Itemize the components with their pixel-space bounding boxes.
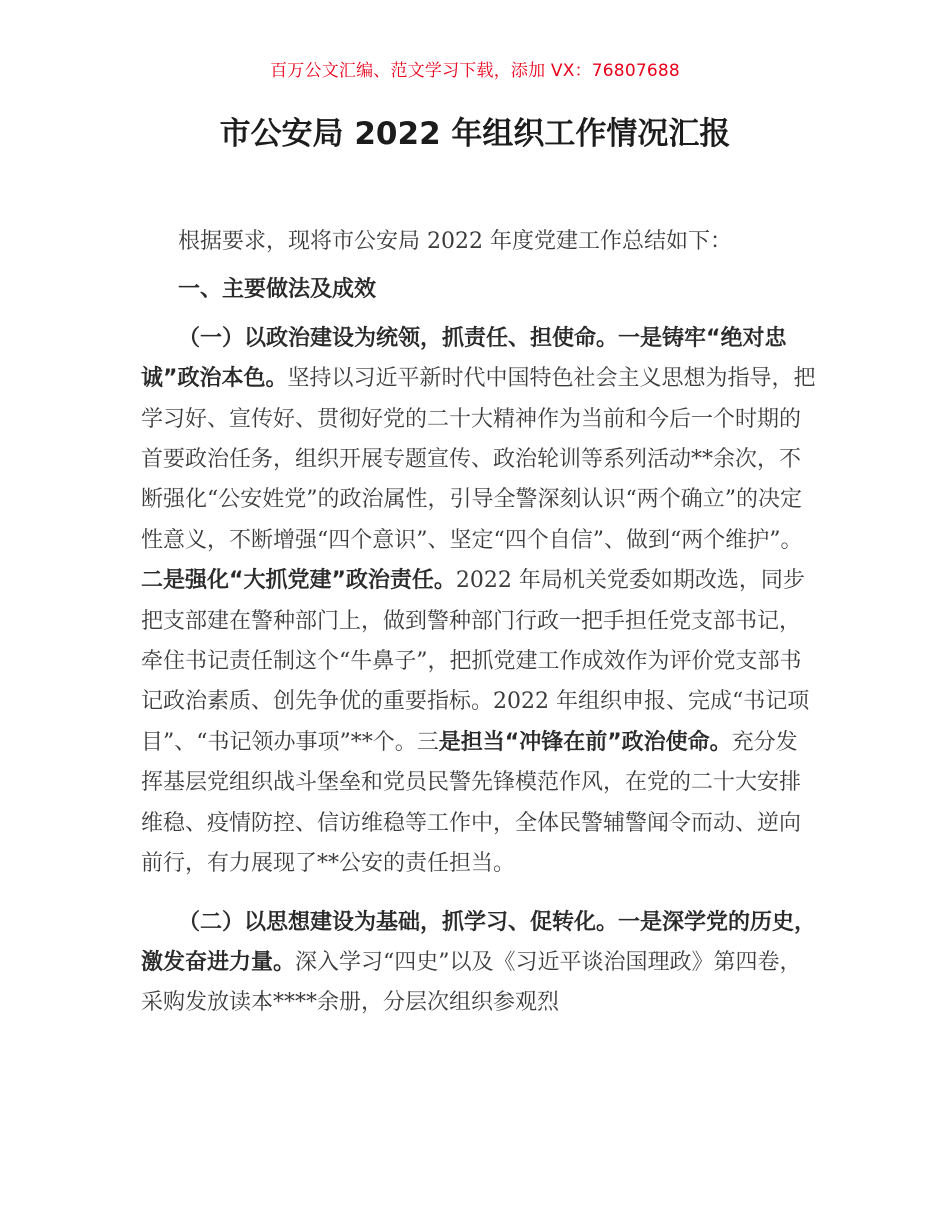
- page-title: 市公安局 2022 年组织工作情况汇报: [219, 116, 731, 152]
- document-body: [141, 222, 819, 1024]
- paragraph-bold-point: 是担当“冲锋在前”政治使命。: [438, 729, 732, 755]
- paragraph-lead: （二）以思想建设为基础，抓学习、促转化。一是深学党的历史，激发奋进力量。: [141, 909, 817, 975]
- watermark-banner: 百万公文汇编、范文学习下载，添加 VX：76807688: [270, 61, 680, 81]
- paragraph-text: 深入学习“四史”以及《习近平谈治国理政》第四卷，采购发放读本****余册，分层次组织参观烈: [141, 949, 802, 1016]
- paragraph-text: 坚持以习近平新时代中国特色社会主义思想为指导，把学习好、宣传好、贯彻好党的二十大精神作为当前和今后一个时期的首要政治任务，组织开展专题宣传、政治轮训等系列活动**余次，不断强化“公安姓党”的政治属性，引导全警深刻认识“两个确立”的决定性意义，不断增强“四个意识”、坚定“四个自信”、做到“两个维护”。: [141, 366, 816, 553]
- paragraph-text: 充分发挥基层党组织战斗堡垒和党员民警先锋模范作风，在党的二十大安排维稳、疫情防控、信访维稳等工作中，全体民警辅警闻令而动、逆向前行，有力展现了**公安的责任担当。: [141, 729, 802, 877]
- paragraph-ideological-building: [141, 903, 819, 1024]
- paragraph-text: 2022 年局机关党委如期改选，同步把支部建在警种部门上，做到警种部门行政一把手担任党支部书记，牵住书记责任制这个“牛鼻子”，把抓党建工作成效作为评价党支部书记政治素质、创先争优的重要指标。2022 年组织申报、完成“书记项目”、“书记领办事项”**个。三: [141, 568, 810, 755]
- paragraph-political-building: [141, 319, 819, 885]
- intro-paragraph: 根据要求，现将市公安局 2022 年度党建工作总结如下：: [178, 229, 732, 254]
- paragraph-lead: （一）以政治建设为统领，抓责任、担使命。一是铸牢“绝对忠诚”政治本色。: [141, 325, 787, 392]
- paragraph-bold-point: 二是强化“大抓党建”政治责任。: [141, 568, 456, 594]
- section-heading: 一、主要做法及成效: [178, 277, 377, 303]
